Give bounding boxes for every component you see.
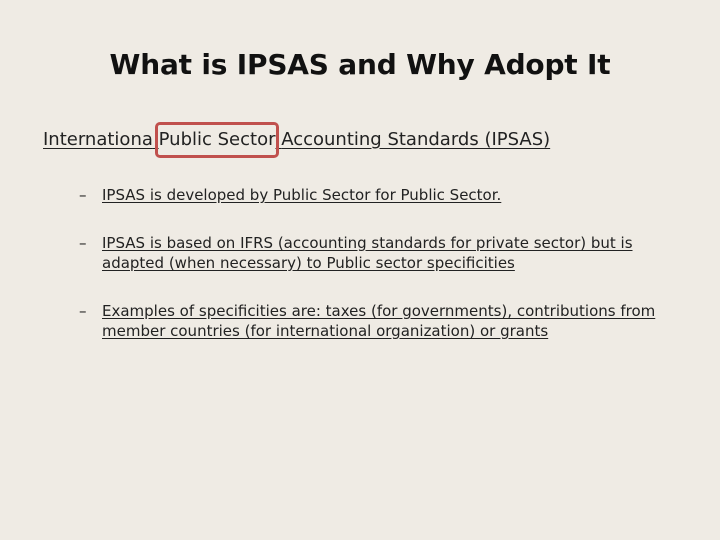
bullet-text: IPSAS is developed by Public Sector for Public Sector. (102, 186, 502, 204)
main-line (43, 129, 550, 150)
bullet-list (79, 185, 679, 341)
highlighted-phrase (159, 129, 276, 150)
bullet-text: Examples of specificities are: taxes (for governments), contributions from member countries (for international organization) or grants (102, 302, 656, 340)
bullet-dash: – (79, 186, 87, 204)
bullet-item (79, 301, 679, 341)
bullet-text: IPSAS is based on IFRS (accounting standards for private sector) but is adapted (when necessary) to Public sector specificities (102, 234, 633, 272)
bullet-dash: – (79, 234, 87, 252)
bullet-item (79, 185, 679, 205)
highlighted-phrase-text: Public Sector (158, 129, 276, 150)
main-line-end: Accounting Standards (IPSAS) (281, 129, 551, 150)
main-line-start: Internationa (43, 129, 153, 150)
bullet-dash: – (79, 302, 87, 320)
slide-title: What is IPSAS and Why Adopt It (109, 48, 611, 81)
bullet-item (79, 233, 679, 273)
